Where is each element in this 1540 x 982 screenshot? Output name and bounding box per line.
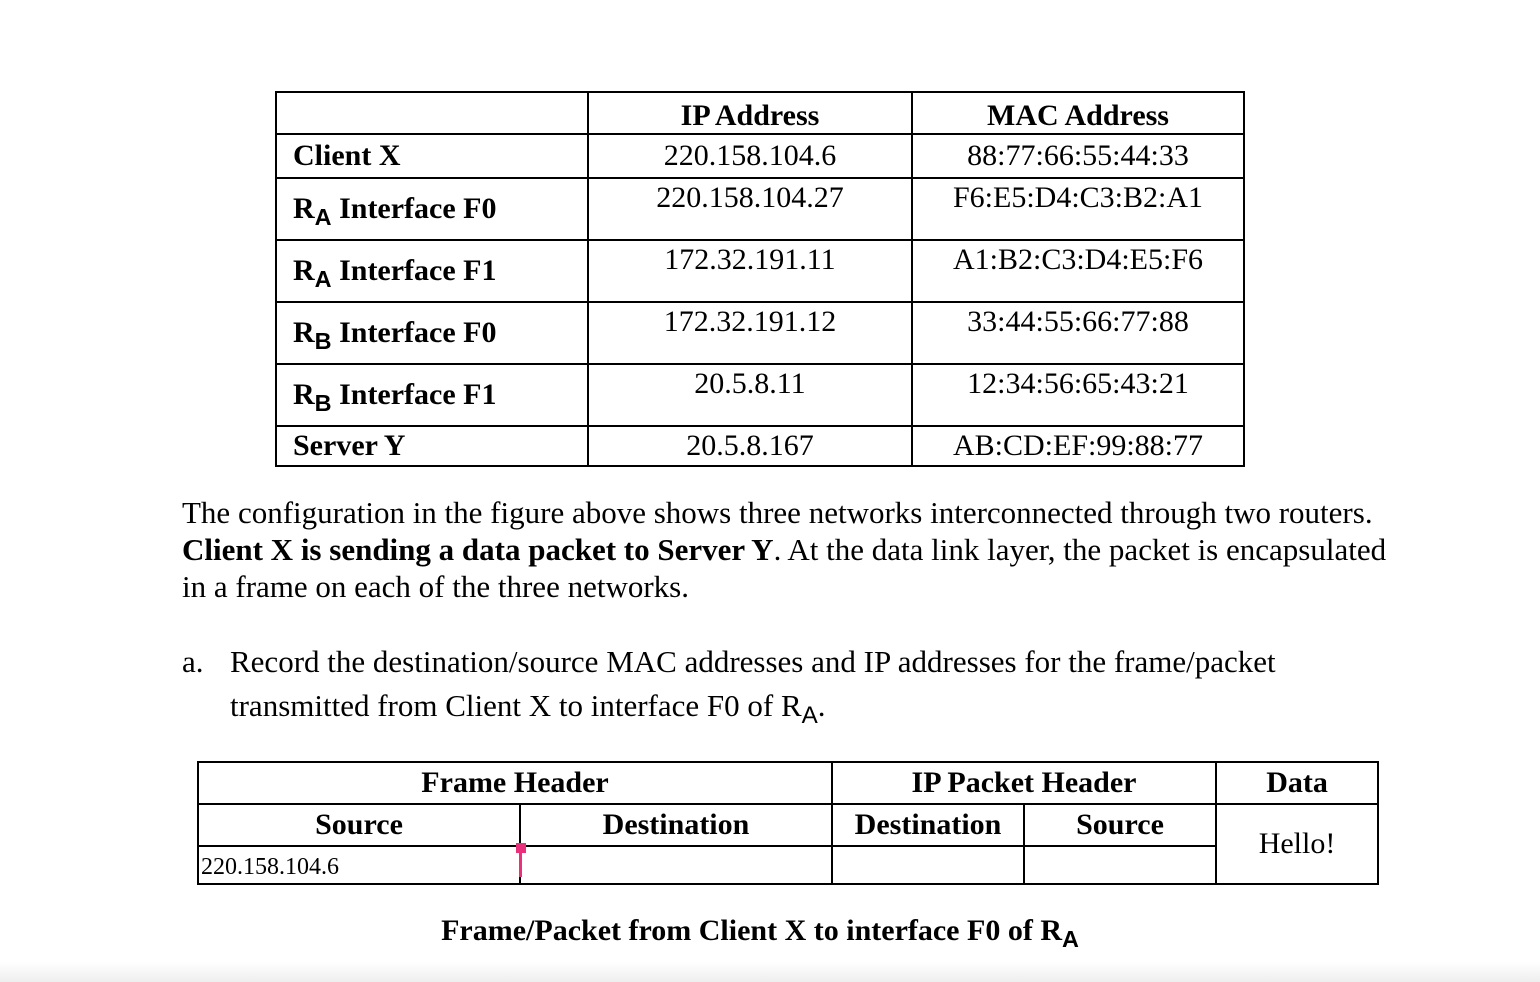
ip-source-header: Source <box>1024 804 1216 846</box>
mac-column-header: MAC Address <box>912 92 1244 134</box>
device-name: Server Y <box>276 426 588 466</box>
device-name: $R_B$ Interface F1 <box>276 364 588 426</box>
frame-header-label: Frame Header <box>198 762 832 804</box>
frame-table <box>197 761 1379 885</box>
ip-source-cell[interactable] <box>1024 846 1216 884</box>
ip-value: 172.32.191.12 <box>588 302 912 364</box>
frame-destination-header: Destination <box>520 804 832 846</box>
table-caption: Frame/Packet from Client X to interface F0 of $R_A$ <box>441 914 1079 952</box>
mac-value: 33:44:55:66:77:88 <box>912 302 1244 364</box>
mac-value: F6:E5:D4:C3:B2:A1 <box>912 178 1244 240</box>
device-name: $R_A$ Interface F0 <box>276 178 588 240</box>
list-marker: a. <box>182 644 204 679</box>
ip-destination-header: Destination <box>832 804 1024 846</box>
mac-value: 12:34:56:65:43:21 <box>912 364 1244 426</box>
address-table <box>275 91 1245 467</box>
mac-value: AB:CD:EF:99:88:77 <box>912 426 1244 466</box>
description-paragraph: The configuration in the figure above shows three networks interconnected through two routers. Client X is sending a data packet to Server Y. At the data link layer, the packet is encapsulated in a frame on each of the three networks. <box>182 495 1387 604</box>
address-table-header <box>276 92 1244 134</box>
text-cursor <box>519 843 522 877</box>
table-row <box>276 178 1244 240</box>
ip-value: 172.32.191.11 <box>588 240 912 302</box>
ip-value: 220.158.104.27 <box>588 178 912 240</box>
page-bottom-edge <box>0 962 1540 982</box>
ip-value: 20.5.8.11 <box>588 364 912 426</box>
ip-value: 20.5.8.167 <box>588 426 912 466</box>
mac-value: A1:B2:C3:D4:E5:F6 <box>912 240 1244 302</box>
data-header-label: Data <box>1216 762 1378 804</box>
table-row <box>276 426 1244 466</box>
frame-destination-cell[interactable] <box>520 846 832 884</box>
ip-value: 220.158.104.6 <box>588 134 912 178</box>
frame-source-value: 220.158.104.6 <box>201 854 339 880</box>
table-row <box>276 302 1244 364</box>
device-name: Client X <box>276 134 588 178</box>
table-row <box>276 134 1244 178</box>
table-row <box>276 364 1244 426</box>
question-text: Record the destination/source MAC addresses and IP addresses for the frame/packet transmitted from Client X to interface F0 of $R_A$. <box>230 644 1276 729</box>
ip-destination-cell[interactable] <box>832 846 1024 884</box>
mac-value: 88:77:66:55:44:33 <box>912 134 1244 178</box>
device-name: $R_B$ Interface F0 <box>276 302 588 364</box>
device-name: $R_A$ Interface F1 <box>276 240 588 302</box>
ip-column-header: IP Address <box>588 92 912 134</box>
frame-source-header: Source <box>198 804 520 846</box>
ip-packet-header-label: IP Packet Header <box>832 762 1216 804</box>
frame-source-cell[interactable] <box>198 846 520 884</box>
table-row <box>276 240 1244 302</box>
data-value: Hello! <box>1216 804 1378 884</box>
device-column-header <box>276 92 588 134</box>
